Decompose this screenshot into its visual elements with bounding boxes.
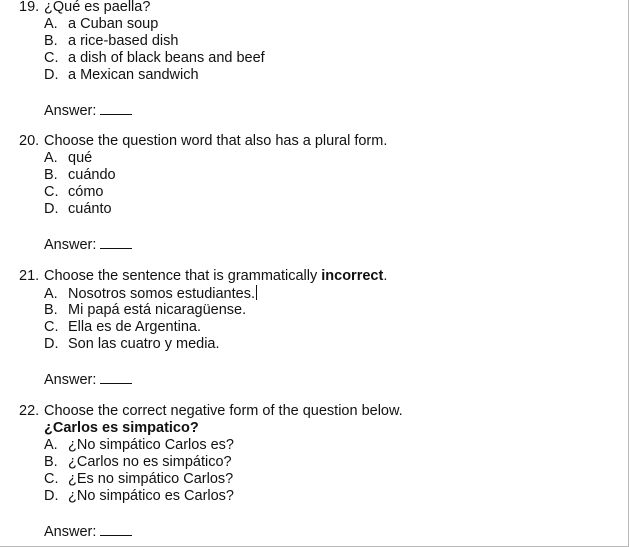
- option-text: cuánto: [68, 201, 112, 217]
- question-number: 22.: [19, 403, 40, 419]
- option-d: [19, 67, 619, 84]
- question-number: 19.: [19, 0, 40, 15]
- question-emphasis: incorrect: [321, 268, 384, 284]
- question-20: [19, 133, 619, 252]
- answer-label: Answer:: [44, 103, 97, 119]
- option-b: [19, 454, 619, 471]
- option-text: Nosotros somos estudiantes.: [68, 286, 255, 302]
- question-prompt: Choose the question word that also has a plural form.: [44, 133, 388, 149]
- option-text: a rice-based dish: [68, 33, 179, 49]
- option-letter: B.: [44, 454, 58, 470]
- option-letter: C.: [44, 50, 59, 66]
- option-text: ¿No simpático Carlos es?: [68, 437, 234, 453]
- question-prompt-line: [19, 0, 619, 16]
- option-letter: A.: [44, 437, 58, 453]
- option-text: cómo: [68, 184, 104, 200]
- answer-blank[interactable]: [100, 235, 132, 249]
- option-b: [19, 302, 619, 319]
- option-text: a Cuban soup: [68, 16, 159, 32]
- option-a: [19, 150, 619, 167]
- question-prompt: Choose the sentence that is grammatically: [44, 268, 322, 284]
- text-cursor: [256, 285, 257, 300]
- answer-line: [19, 522, 619, 539]
- question-prompt-line: [19, 403, 619, 420]
- answer-label: Answer:: [44, 372, 97, 388]
- question-number: 21.: [19, 268, 40, 284]
- option-d: [19, 336, 619, 353]
- question-19: [19, 0, 619, 118]
- answer-line: [19, 370, 619, 387]
- option-letter: B.: [44, 33, 58, 49]
- answer-line: [19, 235, 619, 252]
- question-prompt-end: .: [383, 268, 388, 284]
- answer-line: [19, 101, 619, 118]
- option-letter: B.: [44, 167, 58, 183]
- option-letter: D.: [44, 336, 59, 352]
- option-c: [19, 184, 619, 201]
- option-letter: B.: [44, 302, 58, 318]
- option-a: [19, 285, 619, 302]
- option-text: ¿Es no simpático Carlos?: [68, 471, 234, 487]
- option-a: [19, 16, 619, 33]
- question-prompt-line: [19, 133, 619, 150]
- option-text: Mi papá está nicaragüense.: [68, 302, 247, 318]
- option-text: Ella es de Argentina.: [68, 319, 202, 335]
- option-text: ¿Carlos no es simpático?: [68, 454, 232, 470]
- question-number: 20.: [19, 133, 40, 149]
- option-letter: C.: [44, 319, 59, 335]
- option-c: [19, 471, 619, 488]
- option-text: Son las cuatro y media.: [68, 336, 220, 352]
- question-22: [19, 403, 619, 539]
- option-text: a Mexican sandwich: [68, 67, 199, 83]
- question-subprompt: ¿Carlos es simpatico?: [44, 420, 199, 436]
- option-letter: D.: [44, 488, 59, 504]
- option-b: [19, 167, 619, 184]
- option-text: qué: [68, 150, 93, 166]
- question-prompt: ¿Qué es paella?: [44, 0, 151, 15]
- question-21: [19, 268, 619, 387]
- answer-label: Answer:: [44, 237, 97, 253]
- option-c: [19, 319, 619, 336]
- answer-blank[interactable]: [100, 522, 132, 536]
- option-letter: D.: [44, 201, 59, 217]
- answer-blank[interactable]: [100, 101, 132, 115]
- option-c: [19, 50, 619, 67]
- question-prompt-line: [19, 268, 619, 285]
- option-letter: C.: [44, 471, 59, 487]
- option-text: ¿No simpático es Carlos?: [68, 488, 234, 504]
- option-letter: A.: [44, 150, 58, 166]
- option-letter: A.: [44, 16, 58, 32]
- option-letter: D.: [44, 67, 59, 83]
- answer-blank[interactable]: [100, 370, 132, 384]
- option-b: [19, 33, 619, 50]
- option-text: cuándo: [68, 167, 116, 183]
- option-d: [19, 201, 619, 218]
- option-letter: C.: [44, 184, 59, 200]
- option-d: [19, 488, 619, 505]
- answer-label: Answer:: [44, 524, 97, 540]
- option-a: [19, 437, 619, 454]
- option-letter: A.: [44, 286, 58, 302]
- option-text: a dish of black beans and beef: [68, 50, 265, 66]
- question-prompt: Choose the correct negative form of the question below.: [44, 403, 403, 419]
